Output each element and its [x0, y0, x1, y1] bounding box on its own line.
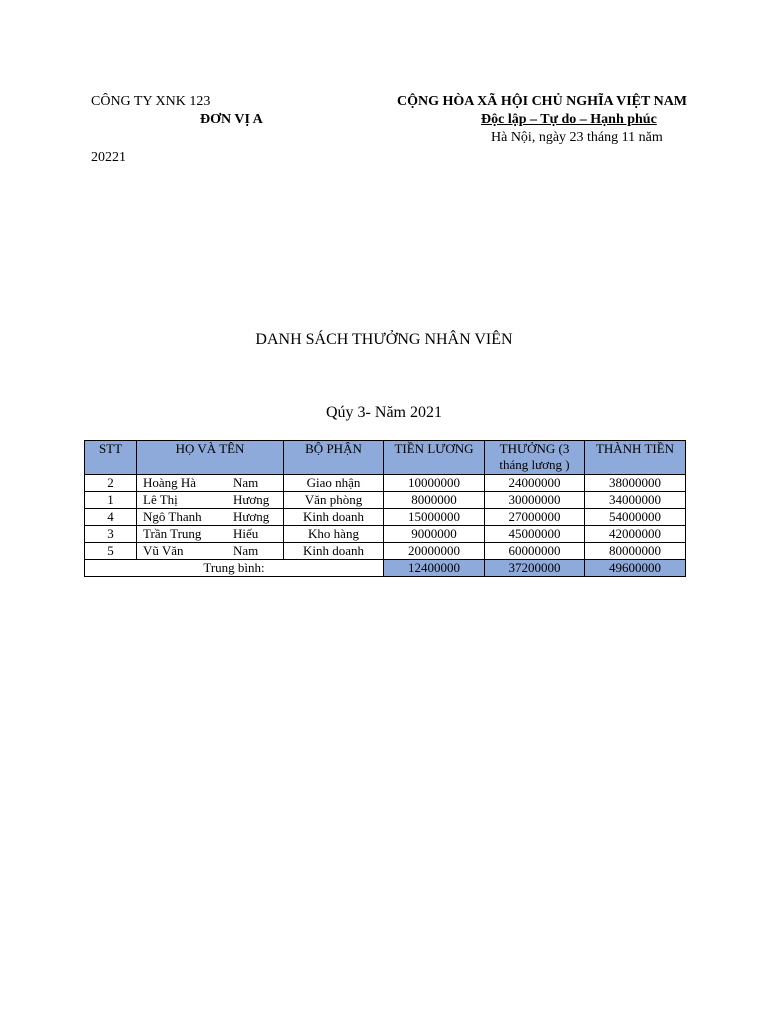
cell-bonus: 60000000: [485, 543, 585, 560]
cell-name: [137, 526, 284, 543]
col-header-total: THÀNH TIỀN: [585, 441, 686, 475]
table-row: [85, 509, 686, 526]
date-line-continued: 20221: [91, 150, 126, 165]
document-title: DANH SÁCH THƯỞNG NHÂN VIÊN: [255, 331, 513, 348]
cell-bonus: 24000000: [485, 475, 585, 492]
col-header-dept: BỘ PHẬN: [284, 441, 384, 475]
col-header-stt: STT: [85, 441, 137, 475]
cell-first-name: Vũ Văn: [143, 543, 184, 558]
cell-dept: Kho hàng: [284, 526, 384, 543]
cell-salary: 9000000: [384, 526, 485, 543]
cell-first-name: Hoàng Hà: [143, 475, 197, 490]
cell-salary: 20000000: [384, 543, 485, 560]
table-header-row: [85, 441, 686, 475]
cell-total: 34000000: [585, 492, 686, 509]
table-footer-row: [85, 560, 686, 577]
cell-bonus: 45000000: [485, 526, 585, 543]
table-row: [85, 475, 686, 492]
cell-given-name: Nam: [233, 543, 259, 558]
cell-given-name: Hiếu: [233, 526, 259, 541]
cell-given-name: Hương: [233, 509, 270, 524]
cell-total: 54000000: [585, 509, 686, 526]
cell-stt: 1: [85, 492, 137, 509]
cell-name: [137, 492, 284, 509]
cell-given-name: Hương: [233, 492, 270, 507]
cell-name: [137, 509, 284, 526]
company-name: CÔNG TY XNK 123: [91, 94, 211, 109]
average-salary: 12400000: [384, 560, 485, 577]
cell-dept: Văn phòng: [284, 492, 384, 509]
cell-first-name: Trần Trung: [143, 526, 202, 541]
nation-title: CỘNG HÒA XÃ HỘI CHỦ NGHĨA VIỆT NAM: [397, 94, 688, 109]
table-row: [85, 492, 686, 509]
document-subtitle: Qúy 3- Năm 2021: [326, 404, 442, 421]
col-header-bonus: THƯỞNG (3 tháng lương ): [485, 441, 585, 475]
cell-stt: 5: [85, 543, 137, 560]
cell-name: [137, 475, 284, 492]
cell-salary: 15000000: [384, 509, 485, 526]
col-header-salary: TIỀN LƯƠNG: [384, 441, 485, 475]
cell-dept: Kinh doanh: [284, 543, 384, 560]
cell-stt: 3: [85, 526, 137, 543]
unit-name: ĐƠN VỊ A: [200, 112, 263, 127]
cell-first-name: Ngô Thanh: [143, 509, 202, 524]
average-bonus: 37200000: [485, 560, 585, 577]
table-row: [85, 526, 686, 543]
date-line: Hà Nội, ngày 23 tháng 11 năm: [491, 130, 663, 145]
bonus-table: [84, 440, 686, 577]
cell-first-name: Lê Thị: [143, 492, 178, 507]
cell-stt: 2: [85, 475, 137, 492]
cell-bonus: 30000000: [485, 492, 585, 509]
table-row: [85, 543, 686, 560]
cell-dept: Kinh doanh: [284, 509, 384, 526]
national-motto: Độc lập – Tự do – Hạnh phúc: [481, 112, 657, 127]
cell-stt: 4: [85, 509, 137, 526]
cell-total: 42000000: [585, 526, 686, 543]
cell-dept: Giao nhận: [284, 475, 384, 492]
cell-name: [137, 543, 284, 560]
col-header-name: HỌ VÀ TÊN: [137, 441, 284, 475]
cell-total: 80000000: [585, 543, 686, 560]
cell-given-name: Nam: [233, 475, 259, 490]
average-total: 49600000: [585, 560, 686, 577]
cell-total: 38000000: [585, 475, 686, 492]
cell-bonus: 27000000: [485, 509, 585, 526]
cell-salary: 8000000: [384, 492, 485, 509]
cell-salary: 10000000: [384, 475, 485, 492]
average-label: Trung bình:: [85, 560, 384, 577]
